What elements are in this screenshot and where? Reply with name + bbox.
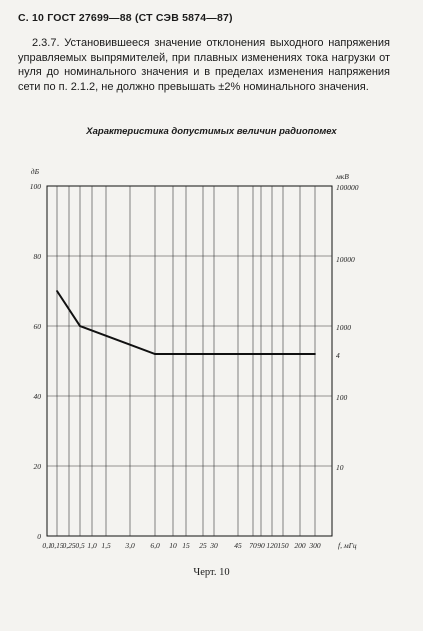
x-axis-tick-label: 90	[257, 541, 265, 550]
right-axis-tick-label: 100	[336, 393, 348, 402]
right-axis-tick-label: 10	[336, 463, 344, 472]
x-axis-tick-label: 30	[210, 541, 218, 550]
x-axis-tick-label: 6,0	[150, 541, 160, 550]
left-axis-tick-label: 40	[33, 392, 41, 401]
x-axis-tick-label: 10	[169, 541, 177, 550]
chart-title: Характеристика допустимых величин радиопомех	[86, 126, 337, 137]
left-axis-tick-label: 60	[33, 322, 41, 331]
x-axis-tick-label: 150	[277, 541, 289, 550]
x-axis-tick-label: 1,5	[101, 541, 111, 550]
x-axis-tick-label: 45	[234, 541, 242, 550]
x-axis-tick-label: 70	[249, 541, 257, 550]
x-axis-tick-label: 120	[266, 541, 278, 550]
x-axis-tick-label: 0,5	[75, 541, 85, 550]
x-axis-tick-label: f, мГц	[338, 541, 357, 550]
x-axis-tick-label: 200	[294, 541, 306, 550]
x-axis-tick-label: 25	[199, 541, 207, 550]
paragraph-text: 2.3.7. Установившееся значение отклонения выходного напряжения управляемых выпрямителей, при плавных изменениях тока нагрузки от нуля до номинального значения и в пределах изменения напряжения сети по п. 2.1.2, не должно превышать ±2% номинального значения.	[18, 37, 390, 93]
figure-caption: Черт. 10	[193, 567, 230, 578]
left-axis-tick-label: 100	[29, 182, 41, 191]
chart-frame	[47, 186, 332, 536]
right-axis-tick-label: 1000	[336, 323, 351, 332]
right-axis-tick-label: 4	[336, 351, 340, 360]
right-axis-tick-label: 100000	[336, 183, 359, 192]
limit-curve-point	[154, 353, 156, 355]
page-header: С. 10 ГОСТ 27699—88 (СТ СЭВ 5874—87)	[18, 12, 233, 24]
left-axis-tick-label: 0	[37, 532, 41, 541]
x-axis-tick-label: 3,0	[125, 541, 135, 550]
x-axis-tick-label: 1,0	[87, 541, 97, 550]
x-axis-tick-label: 0,25	[62, 541, 76, 550]
left-axis-tick-label: 20	[33, 462, 41, 471]
left-axis-tick-label: 80	[33, 252, 41, 261]
limit-curve-point	[56, 290, 58, 292]
right-axis-tick-label: 10000	[336, 255, 355, 264]
right-axis-unit-label: мкВ	[336, 172, 349, 181]
x-axis-tick-label: 0,1	[42, 541, 52, 550]
x-axis-tick-label: 0,15	[50, 541, 64, 550]
x-axis-tick-label: 300	[309, 541, 321, 550]
left-axis-unit-label: дБ	[30, 167, 39, 176]
x-axis-tick-label: 15	[182, 541, 190, 550]
limit-curve-point	[314, 353, 316, 355]
limit-curve-point	[79, 325, 81, 327]
